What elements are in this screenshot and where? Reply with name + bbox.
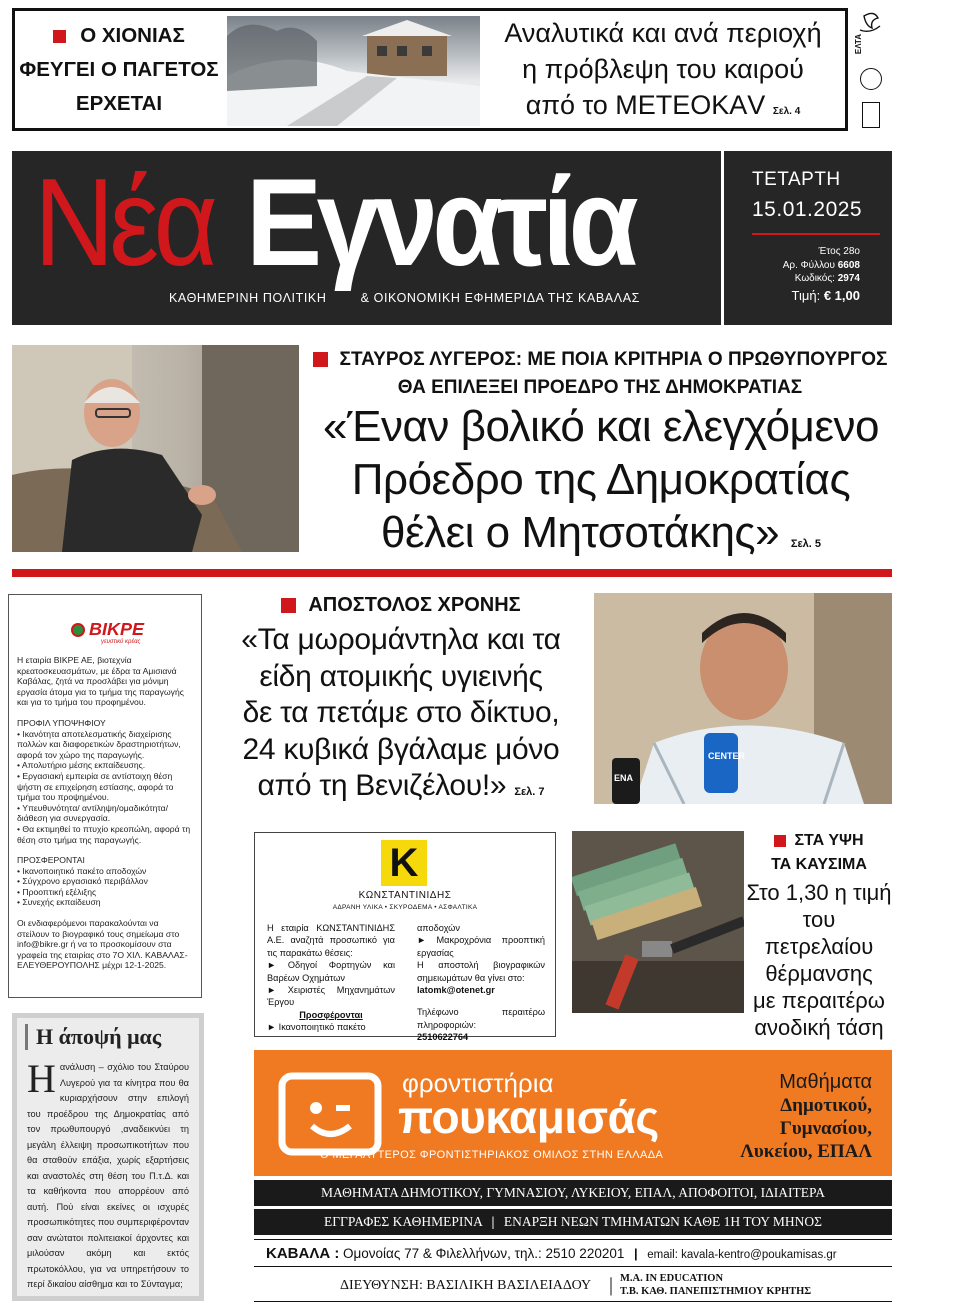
- snowy-village-photo: [227, 16, 480, 126]
- poukamisas-tagline: Ο ΜΕΓΑΛΥΤΕΡΟΣ ΦΡΟΝΤΙΣΤΗΡΙΑΚΟΣ ΟΜΙΛΟΣ ΣΤΗΝ ΕΛΛΑΔΑ: [320, 1149, 664, 1161]
- vikre-profile-item: • Ικανότητα αποτελεσματικής διαχείρισης πολλών και διαφορετικών δραστηριοτήτων, αφορά τον χώρο της παραγωγής.: [17, 728, 181, 760]
- elta-label: ΕΛΤΑ: [854, 34, 863, 55]
- red-square-bullet: [774, 835, 786, 847]
- masthead-title-egnatia: Εγνατία: [246, 154, 634, 292]
- masthead-title-nea: Νέα: [34, 154, 213, 292]
- teaser-left-line: Ο ΧΙΟΝΙΑΣ: [80, 24, 185, 47]
- konstantinidis-ad[interactable]: [254, 832, 556, 1043]
- lead-headline-line: θέλει ο Μητσοτάκης»: [380, 508, 780, 557]
- vikre-profile-item: • Απολυτήριο μέσης εκπαίδευσης.: [17, 760, 146, 771]
- vikre-intro: Η εταιρία ΒΙΚΡΕ ΑΕ, βιοτεχνία κρεατοσκευασμάτων, με έδρα τα Αμισιανά Καβάλας, ζητά να προσλάβει για μόνιμη εργασία άτομα για το τμήμα της παραγωγής και για το τμήμα του προφημένου.: [17, 655, 184, 708]
- page-ref: Σελ. 5: [790, 538, 822, 550]
- poukamisas-email[interactable]: email: kavala-kentro@poukamisas.gr: [647, 1249, 837, 1261]
- vikre-offer-title: ΠΡΟΣΦΕΡΟΝΤΑΙ: [17, 855, 85, 866]
- second-headline: [216, 622, 586, 811]
- issue-date: 15.01.2025: [752, 198, 863, 221]
- second-headline-line: από τη Βενιζέλου!»: [257, 769, 507, 802]
- red-divider: [12, 569, 892, 577]
- second-headline-line: είδη ατομικής υγιεινής: [259, 659, 543, 693]
- lead-headline-line: Πρόεδρο της Δημοκρατίας: [351, 455, 851, 504]
- vikre-offer-item: • Ικανοποιητικό πακέτο αποδοχών: [17, 865, 147, 876]
- fuel-story: [746, 829, 892, 1062]
- second-headline-line: 24 κυβικά βγάλαμε μόνο: [242, 732, 560, 766]
- page-ref: Σελ. 4: [772, 106, 801, 117]
- red-square-bullet: [313, 352, 328, 367]
- konstantinidis-name: ΚΩΝΣΤΑΝΤΙΝΙΔΗΣ: [358, 890, 452, 901]
- poukamisas-brand-big: πουκαμισάς: [398, 1091, 659, 1143]
- masthead-subtitle: [169, 291, 640, 305]
- teaser-right-line: από το ΜΕΤΕΟΚΑV: [525, 90, 766, 120]
- second-headline-line: «Τα μωρομάντηλα και τα: [241, 623, 561, 656]
- lead-headline-line: «Έναν βολικό και ελεγχόμενο: [323, 402, 879, 451]
- second-story: [216, 590, 586, 811]
- konstantinidis-tagline: ΑΔΡΑΝΗ ΥΛΙΚΑ • ΣΚΥΡΟΔΕΜΑ • ΑΣΦΑΛΤΙΚΑ: [332, 904, 478, 911]
- mic-label: ENA: [614, 773, 634, 783]
- konstantinidis-phone[interactable]: 2510622764: [417, 1032, 469, 1043]
- teaser-left-line: ΕΡΧΕΤΑΙ: [75, 92, 163, 115]
- poukamisas-strip-1: ΜΑΘΗΜΑΤΑ ΔΗΜΟΤΙΚΟΥ, ΓΥΜΝΑΣΙΟΥ, ΛΥΚΕΙΟΥ, ΕΠΑΛ, ΑΠΟΦΟΙΤΟΙ, ΙΔΙΑΙΤΕΡΑ: [254, 1180, 892, 1206]
- lead-kicker-line: ΘΑ ΕΠΙΛΕΞΕΙ ΠΡΟΕΔΡΟ ΤΗΣ ΔΗΜΟΚΡΑΤΙΑΣ: [397, 377, 803, 398]
- vikre-profile-item: • Θα εκτιμηθεί το πτυχίο κρεοπώλη, αφορά τη θέση στο τμήμα της παραγωγής.: [17, 823, 191, 845]
- issue-year: Έτος 28ο: [818, 246, 860, 257]
- issue-day: ΤΕΤΑΡΤΗ: [752, 169, 841, 190]
- vikre-profile-item: • Υπευθυνότητα/ αντίληψη/ομαδικότητα/ διάθεση για συνεργασία.: [17, 802, 169, 824]
- poukamisas-banner: [254, 1050, 892, 1176]
- red-square-bullet: [53, 30, 66, 43]
- drop-cap: Η: [27, 1056, 56, 1101]
- lead-headline: [306, 400, 896, 571]
- vikre-closing: Οι ενδιαφερόμενοι παρακαλούνται να στείλουν το βιογραφικό τους σημείωμα στο info@bikre.gr ή να το προσκομίσουν στα γραφεία της εταιρίας στο 7Ο ΧΙΛ. ΚΑΒΑΛΑΣ- ΕΛΕΥΘΕΡΟΥΠΟΛΗΣ μέχρι 12-1-2025.: [17, 918, 188, 971]
- issue-price: Τιμή: € 1,00: [791, 287, 860, 303]
- teaser-right-line: Αναλυτικά και ανά περιοχή: [504, 18, 822, 48]
- second-kicker: ΑΠΟΣΤΟΛΟΣ ΧΡΟΝΗΣ: [216, 590, 586, 620]
- opinion-text: ανάλυση – σχόλιο του Σταύρου Λυγερού για τα κίνητρα που θα κυριαρχήσουν στην επιλογή του προέδρου της Δημοκρατίας από τον πρωθυπουργό ,αναδεικνύει τη μεγάλη έλλειψη προσωπικοτήτων που θα σταθούν επάξια, χωρίς εξαρτήσεις και αναστολές στη θέση του Π.τ.Δ. και τα καθήκοντα που απορρέουν από αυτή. Πού είναι εκείνες οι ισχυρές προσωπικότητες που συμπεριφέρονταν σαν ανώτατοι πολιτειακοί άρχοντες και μιλούσαν ακόμη και εκτός πρωτοκόλλου, για να υπηρετήσουν το περί δικαίου αίσθημα και το Σύνταγμα;: [27, 1062, 189, 1289]
- subtitle-left: ΚΑΘΗΜΕΡΙΝΗ ΠΟΛΙΤΙΚΗ: [169, 291, 327, 305]
- konstantinidis-col1: Η εταιρία ΚΩΝΣΤΑΝΤΙΝΙΔΗΣ Α.Ε. αναζητά προσωπικό για τις παρακάτω θέσεις: ► Οδηγοί Φορτηγών και Βαρέων Οχημάτων ► Χειριστές Μηχανημάτων Έργου Προσφέρονται ► Ικανοποιητικό πακέτο: [267, 923, 395, 1033]
- stamp-circle-icon: [860, 68, 882, 90]
- teaser-box[interactable]: [12, 8, 848, 131]
- teaser-left-text: [15, 19, 223, 121]
- tv-smiley-icon: [278, 1072, 382, 1156]
- subtitle-right: & ΟΙΚΟΝΟΜΙΚΗ ΕΦΗΜΕΡΙΔΑ ΤΗΣ ΚΑΒΑΛΑΣ: [360, 291, 640, 305]
- opinion-box: [12, 1013, 204, 1301]
- konstantinidis-email[interactable]: latomk@otenet.gr: [417, 985, 495, 996]
- konstantinidis-logo-icon: Κ: [381, 840, 427, 886]
- poukamisas-strip-2: ΕΓΓΡΑΦΕΣ ΚΑΘΗΜΕΡΙΝΑ | ΕΝΑΡΞΗ ΝΕΩΝ ΤΜΗΜΑΤΩΝ ΚΑΘΕ 1Η ΤΟΥ ΜΗΝΟΣ: [254, 1209, 892, 1235]
- issue-number: Αρ. Φύλλου 6608: [782, 259, 860, 271]
- masthead: [12, 151, 892, 325]
- lead-kicker: [310, 346, 890, 402]
- vikre-profile-item: • Εργασιακή εμπειρία σε αντίστοιχη θέση ψήστη σε επιχείρηση εστίασης, αφορά το τμήμα του προψημένου.: [17, 770, 174, 803]
- poukamisas-ad[interactable]: [254, 1050, 892, 1302]
- masthead-divider: [721, 151, 724, 325]
- chronis-photo: [594, 593, 892, 804]
- red-square-bullet: [281, 598, 296, 613]
- second-headline-line: δε τα πετάμε στο δίκτυο,: [242, 696, 560, 729]
- poukamisas-strip-4: ΔΙΕΥΘΥΝΣΗ: ΒΑΣΙΛΙΚΗ ΒΑΣΙΛΕΙΑΔΟΥ | M.A. IN EDUCATION Τ.Β. ΚΑΘ. ΠΑΝΕΠΙΣΤΗΜΙΟΥ ΚΡΗΤΗΣ: [254, 1270, 892, 1302]
- opinion-body: [27, 1056, 189, 1293]
- postage-stamp-area: [850, 8, 890, 130]
- teaser-right-line: η πρόβλεψη του καιρού: [522, 54, 804, 84]
- fuel-headline: Στο 1,30 η τιμή του πετρελαίου θέρμανσης με περαιτέρω ανοδική τάση: [746, 880, 892, 1040]
- vikre-offer-item: • Συνεχής εκπαίδευση: [17, 897, 101, 908]
- teaser-right-text: [485, 15, 841, 130]
- opinion-title: Η άποψή μας: [25, 1024, 189, 1050]
- vikre-logo: ΒΙΚΡΕ γευστικό κρέας: [17, 605, 193, 655]
- poukamisas-strip-3: ΚΑΒΑΛΑ : Ομονοίας 77 & Φιλελλήνων, τηλ.: 2510 220201 | email: kavala-kentro@poukamisas.gr: [254, 1239, 892, 1267]
- vikre-ad[interactable]: [8, 594, 202, 998]
- lead-kicker-line: ΣΤΑΥΡΟΣ ΛΥΓΕΡΟΣ: ΜΕ ΠΟΙΑ ΚΡΙΤΗΡΙΑ Ο ΠΡΩΘΥΠΟΥΡΓΟΣ: [339, 349, 888, 370]
- vikre-profile-title: ΠΡΟΦΙΛ ΥΠΟΨΗΦΙΟΥ: [17, 717, 106, 728]
- stamp-rect: [862, 102, 880, 128]
- teaser-left-line: ΦΕΥΓΕΙ Ο ΠΑΓΕΤΟΣ: [19, 58, 219, 81]
- issue-code: Κωδικός: 2974: [794, 273, 860, 284]
- konstantinidis-col2: αποδοχών ► Μακροχρόνια προοπτική εργασίας Η αποστολή βιογραφικών σημειωμάτων θα γίνει στο: latomk@otenet.gr Τηλέφωνο περαιτέρω πληροφοριών: 2510622764: [417, 923, 545, 1043]
- poukamisas-lessons: Μαθήματα Δημοτικού, Γυμνασίου, Λυκείου, ΕΠΑΛ: [740, 1071, 872, 1162]
- mic-label: CENTER: [708, 751, 746, 761]
- vikre-offer-item: • Προοπτική εξέλιξης: [17, 886, 97, 897]
- lygeros-photo: [12, 345, 299, 552]
- page-ref: Σελ. 7: [514, 786, 545, 798]
- fuel-pump-photo: [572, 831, 744, 1013]
- issue-info: [734, 151, 884, 325]
- fuel-kicker: ΣΤΑ ΥΨΗ ΤΑ ΚΑΥΣΙΜΑ: [771, 832, 867, 873]
- vikre-logo-icon: [71, 623, 85, 637]
- vikre-offer-item: • Σύγχρονο εργασιακό περιβάλλον: [17, 876, 148, 887]
- masthead-title: [34, 153, 634, 293]
- vikre-body: [17, 655, 193, 971]
- date-underline: [752, 233, 880, 235]
- poukamisas-brand-small: φροντιστήρια: [402, 1068, 554, 1098]
